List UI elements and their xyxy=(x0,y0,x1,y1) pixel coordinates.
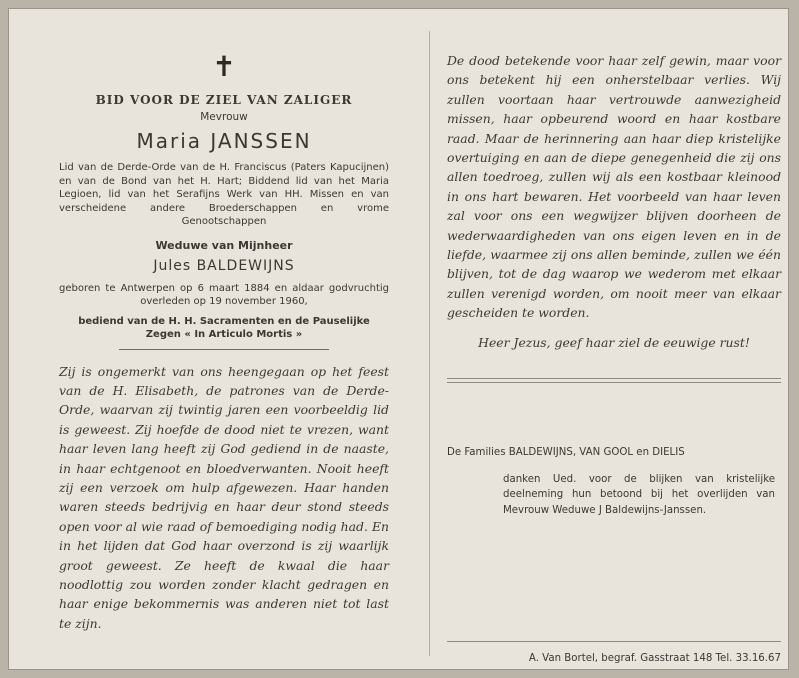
prayer-title: BID VOOR DE ZIEL VAN ZALIGER xyxy=(95,93,353,107)
memorial-card xyxy=(8,8,789,670)
double-rule xyxy=(447,378,781,383)
widow-of: Weduwe van Mijnheer xyxy=(155,238,293,252)
thanks-text: danken Ued. voor de blijken van kristelijke deelneming hun betoond bij het overlijden van Mevrouw Weduwe J Baldewijns-Janssen. xyxy=(503,473,775,516)
left-column xyxy=(59,45,389,633)
families-line: De Families BALDEWIJNS, VAN GOOL en DIELIS xyxy=(447,446,685,458)
husband-name: Jules BALDEWIJNS xyxy=(153,257,295,274)
bottom-rule xyxy=(447,641,781,642)
cross-icon: ✝ xyxy=(212,50,236,83)
section-rule xyxy=(119,349,329,350)
title-prefix: Mevrouw xyxy=(200,111,248,123)
printer-line: A. Van Bortel, begraf. Gasstraat 148 Tel. 33.16.67 xyxy=(528,653,781,664)
closing-prayer: Heer Jezus, geef haar ziel de eeuwige rust! xyxy=(478,334,750,350)
memberships: Lid van de Derde-Orde van de H. Franciscus (Paters Kapucijnen) en van de Bond van het H. Hart; Biddend lid van het Maria Legioen, lid van het Serafijns Werk van HH. Missen en van verscheidene andere Broederschappen en vrome Genootschappen xyxy=(59,162,389,227)
sacraments: bediend van de H. H. Sacramenten en de Pauselijke Zegen « In Articulo Mortis » xyxy=(78,315,370,340)
column-divider xyxy=(429,31,430,656)
birth-death: geboren te Antwerpen op 6 maart 1884 en aldaar godvruchtig overleden op 19 november 1960, xyxy=(59,282,389,307)
right-column xyxy=(447,45,781,664)
deceased-name: Maria JANSSEN xyxy=(136,129,312,153)
tribute-text: Zij is ongemerkt van ons heengegaan op het feest van de H. Elisabeth, de patrones van de Derde-Orde, waarvan zij twintig jaren een voorbeeldig lid is geweest. Zij hoefde de dood niet te vrezen, want haar leven lang heeft zij God gediend in de naaste, in haar echtgenoot en bloedverwanten. Nooit heeft zij een verzoek om hulp afgewezen. Haar handen waren steeds bedrijvig en haar deur stond steeds open voor al wie raad of bemoediging nodig had. En in het lijden dat God haar overzond is zij waarlijk groot geweest. Ze heeft de kwaal die haar noodlottig zou worden zonder klacht gedragen en haar enige bekommernis was anderen niet tot last te zijn. xyxy=(59,363,389,631)
meditation-text: De dood betekende voor haar zelf gewin, maar voor ons betekent hij een onherstelbaar verlies. Wij zullen voortaan haar vertrouwde aanwezigheid missen, haar opbeurend woord en haar kostbare raad. Maar de herinnering aan haar diep kristelijke overtuiging en aan de diepe genegenheid die zij ons allen toedroeg, zullen wij als een kostbaar kleinood in ons hart bewaren. Het voorbeeld van haar leven zal voor ons een wegwijzer blijven doorheen de wederwaardigheden van ons eigen leven en in de liefde, waarmee zij ons allen beminde, zullen we één blijven, tot de dag waarop we wederom met elkaar zullen verenigd worden, om nooit meer van elkaar gescheiden te worden. xyxy=(447,53,781,321)
